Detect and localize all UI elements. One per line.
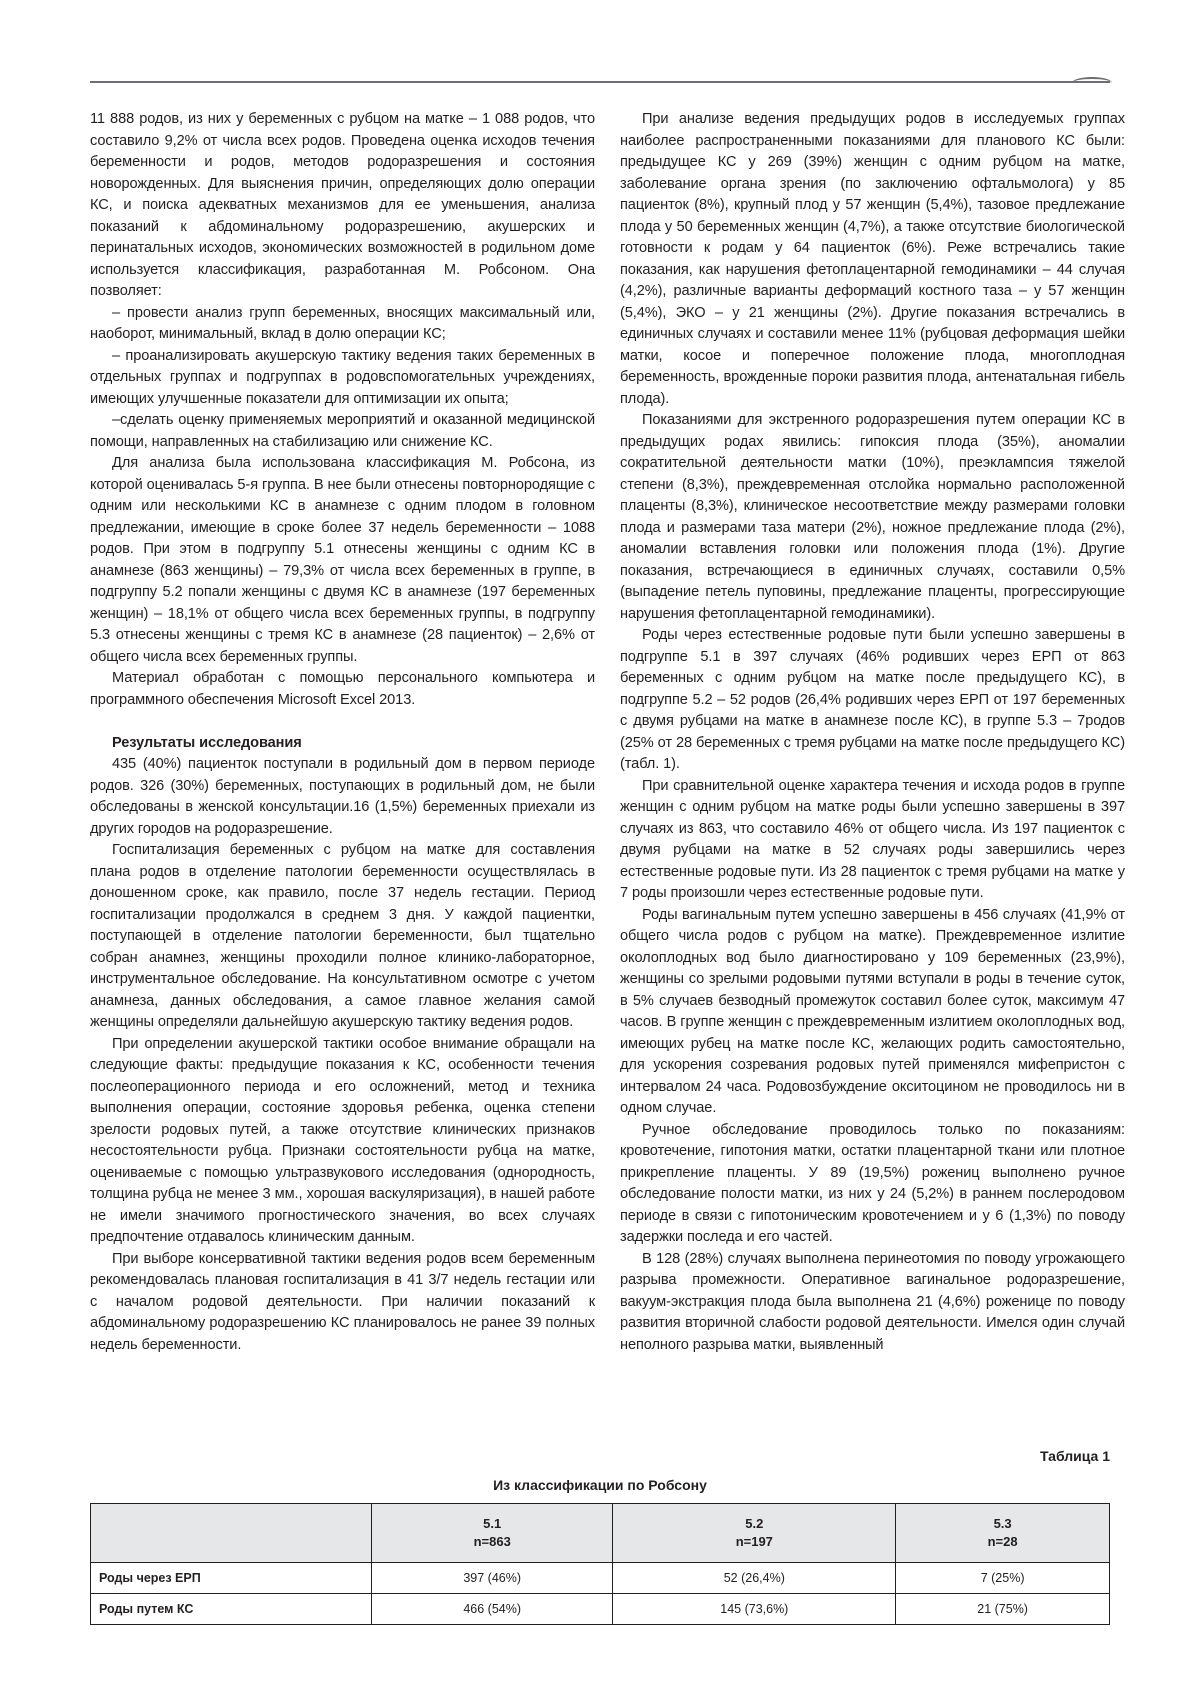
table-row [91, 1594, 1110, 1625]
paragraph: При выборе консервативной тактики ведения родов всем беременным рекомендовалась плановая госпитализация в 41 3/7 недель гестации или с началом родовой деятельности. При наличии показаний к абдоминальному родоразрешению КС планировалось не ранее 39 полных недель беременности. [90, 1250, 595, 1353]
paragraph: Для анализа была использована классификация М. Робсона, из которой оценивалась 5-я группа. В нее были отнесены повторнородящие с одним или несколькими КС в анамнезе с одним плодом в головном предлежании, имеющие в сроке более 37 недель беременности – 1088 родов. При этом в подгруппу 5.1 отнесены женщины с одним КС в анамнезе (863 женщины) – 79,3% от числа всех беременных в группе, в подгруппу 5.2 попали женщины с двумя КС в анамнезе (197 беременных женщин) – 18,1% от общего числа всех беременных группы, в подгруппу 5.3 отнесены женщины с тремя КС в анамнезе (28 пациенток) – 2,6% от общего числа всех беременных группы. [90, 455, 595, 665]
paragraph: 11 888 родов, из них у беременных с рубцом на матке – 1 088 родов, что составило 9,2% от числа всех родов. Проведена оценка исходов течения беременности и родов, методов родоразрешения и состояния новорожденных. Для выяснения причин, определяющих долю операции КС, и поиска адекватных механизмов для ее уменьшения, анализа показаний к абдоминальному родоразрешению, акушерских и перинатальных исходов, экономических возможностей в родильном доме используется классификация, разработанная М. Робсоном. Она позволяет: [90, 111, 595, 299]
table-cell: 397 (46%) [372, 1563, 613, 1594]
paragraph: Роды через естественные родовые пути были успешно завершены в подгруппе 5.1 в 397 случаях (46% родивших через ЕРП от 863 беременных с одним рубцом на матке после предыдущего КС), в подгруппе 5.2 – 52 родов (26,4% родивших через ЕРП от 197 беременных с двумя рубцами на матке в анамнезе после КС), в группе 5.3 – 7родов (25% от 28 беременных с тремя рубцами на матке после предыдущего КС) (табл. 1). [620, 627, 1125, 772]
left-column [90, 109, 595, 1356]
table-cell: 466 (54%) [372, 1594, 613, 1625]
column-header [372, 1504, 613, 1563]
paragraph: При сравнительной оценке характера течения и исхода родов в группе женщин с одним рубцом на матке роды были успешно завершены в 397 случаях из 863, что составило 46% от общего числа. Из 197 пациенток с двумя рубцами на матке в 52 случаях роды завершились через естественные родовые пути. Из 28 пациенток с тремя рубцами на матке у 7 роды произошли через естественные родовые пути. [620, 777, 1125, 901]
table-label: Таблица 1 [1039, 1448, 1110, 1464]
paragraph: Госпитализация беременных с рубцом на матке для составления плана родов в отделение патологии беременности осуществлялась в доношенном сроке, как правило, после 37 недель гестации. Период госпитализации продолжался в среднем 3 дня. У каждой пациентки, поступающей в отделение патологии беременности, был тщательно собран анамнез, женщины проходили полное клинико-лабораторное, инструментальное обследование. На консультативном осмотре с учетом анамнеза, данных обследования, а самое главное желания самой женщины определяли дальнейшую акушерскую тактику ведения родов. [90, 842, 595, 1030]
column-header [613, 1504, 896, 1563]
paragraph: Показаниями для экстренного родоразрешения путем операции КС в предыдущих родах явились: гипоксия плода (35%), аномалии сократительной деятельности матки (10%), преэклампсия тяжелой степени (8,3%), преждевременная отслойка нормально расположенной плаценты (8,3%), клиническое несоответствие между размерами головки плода и размерами таза матери (2%), ножное предлежание плода (2%), аномалии вставления головки или положения плода (1%). Другие показания, встречающиеся в единичных случаях, составили 0,5% (выпадение петель пуповины, предлежание плаценты, прогрессирующие нарушения фетоплацентарной гемодинамики). [620, 412, 1125, 622]
robson-table [90, 1503, 1110, 1625]
table-cell: 52 (26,4%) [613, 1563, 896, 1594]
paragraph: 435 (40%) пациенток поступали в родильный дом в первом периоде родов. 326 (30%) беременных, поступающих в родильный дом, не были обследованы в женской консультации.16 (1,5%) беременных приехали из других городов на родоразрешение. [90, 756, 595, 837]
header-rule-ornament [1072, 77, 1112, 89]
row-label: Роды путем КС [91, 1594, 372, 1625]
paragraph: При анализе ведения предыдущих родов в исследуемых группах наиболее распространенными показаниями для планового КС были: предыдущее КС у 269 (39%) женщин с одним рубцом на матке, заболевание органа зрения (по заключению офтальмолога) у 85 пациенток (8%), крупный плод у 57 женщин (5,4%), тазовое предлежание плода у 50 беременных женщин (4,7%), а также отсутствие биологической готовности к родам у 64 пациенток (6%). Реже встречались такие показания, как нарушения фетоплацентарной гемодинамики – 44 случая (4,2%), различные варианты деформаций костного таза – у 57 женщин (5,4%), ЭКО – у 21 женщины (2%). Другие показания встречались в единичных случаях и составили менее 11% (рубцовая деформация шейки матки, косое и поперечное положение плода, многоплодная беременность, врожденные пороки развития плода, антенатальная гибель плода). [620, 111, 1125, 407]
paragraph: – провести анализ групп беременных, вносящих максимальный или, наоборот, минимальный, вклад в долю операции КС; [90, 304, 595, 342]
table-title: Из классификации по Робсону [493, 1477, 707, 1493]
column-n: n=28 [987, 1534, 1018, 1549]
column-group: 5.3 [993, 1516, 1012, 1531]
table-cell: 7 (25%) [896, 1563, 1110, 1594]
column-n: n=197 [735, 1534, 773, 1549]
column-group: 5.1 [483, 1516, 502, 1531]
table-row [91, 1563, 1110, 1594]
paragraph: Материал обработан с помощью персонального компьютера и программного обеспечения Microsoft Excel 2013. [90, 670, 595, 708]
table-header-row [91, 1504, 1110, 1563]
paragraph: При определении акушерской тактики особое внимание обращали на следующие факты: предыдущие показания к КС, особенности течения послеоперационного периода и его осложнений, метод и техника выполнения операции, состояние здоровья ребенка, оценка степени зрелости родовых путей, а также отсутствие клинических признаков несостоятельности рубца. Признаки состоятельности рубца на матке, оцениваемые с помощью ультразвукового исследования (однородность, толщина рубца не менее 3 мм., хорошая васкуляризация), в нашей работе не имели значимого прогностического значения, во всех случаях предпочтение отдавалось клиническим данным. [90, 1035, 595, 1245]
column-n: n=863 [473, 1534, 511, 1549]
section-heading: Результаты исследования [112, 734, 302, 751]
paragraph: Ручное обследование проводилось только по показаниям: кровотечение, гипотония матки, остатки плацентарной ткани или плотное прикрепление плаценты. У 89 (19,5%) рожениц выполнено ручное обследование полости матки, из них у 24 (5,2%) в раннем послеродовом периоде в связи с гипотоническим кровотечением и у 6 (1,3%) по поводу задержки последа и его частей. [620, 1121, 1125, 1245]
table-corner-cell [91, 1504, 372, 1563]
table-cell: 145 (73,6%) [613, 1594, 896, 1625]
column-group: 5.2 [745, 1516, 764, 1531]
header-rule [90, 81, 1110, 83]
right-column [620, 109, 1125, 1356]
column-header [896, 1504, 1110, 1563]
paragraph: –сделать оценку применяемых мероприятий и оказанной медицинской помощи, направленных на стабилизацию или снижение КС. [90, 412, 595, 450]
table-cell: 21 (75%) [896, 1594, 1110, 1625]
paragraph: В 128 (28%) случаях выполнена перинеотомия по поводу угрожающего разрыва промежности. Оперативное вагинальное родоразрешение, вакуум-экстракция плода была выполнена 21 (4,6%) роженице по поводу развития вторичной слабости родовой деятельности. Имелся один случай неполного разрыва матки, выявленный [620, 1250, 1125, 1353]
paragraph: – проанализировать акушерскую тактику ведения таких беременных в отдельных группах и подгруппах в родовспомогательных учреждениях, имеющих улучшенные показатели для оптимизации их опыта; [90, 347, 595, 407]
row-label: Роды через ЕРП [91, 1563, 372, 1594]
paragraph: Роды вагинальным путем успешно завершены в 456 случаях (41,9% от общего числа родов с рубцом на матке). Преждевременное излитие околоплодных вод было диагностировано у 109 беременных (23,9%), женщины со зрелыми родовыми путями вступали в роды в течение суток, в 5% случаев безводный промежуток составил более суток, максимум 47 часов. В группе женщин с преждевременным излитием околоплодных вод, имеющих рубец на матке после КС, желающих родить самостоятельно, для ускорения созревания родовых путей применялся мифепристон с интервалом 24 часа. Родовозбуждение окситоцином не проводилось ни в одном случае. [620, 906, 1125, 1116]
